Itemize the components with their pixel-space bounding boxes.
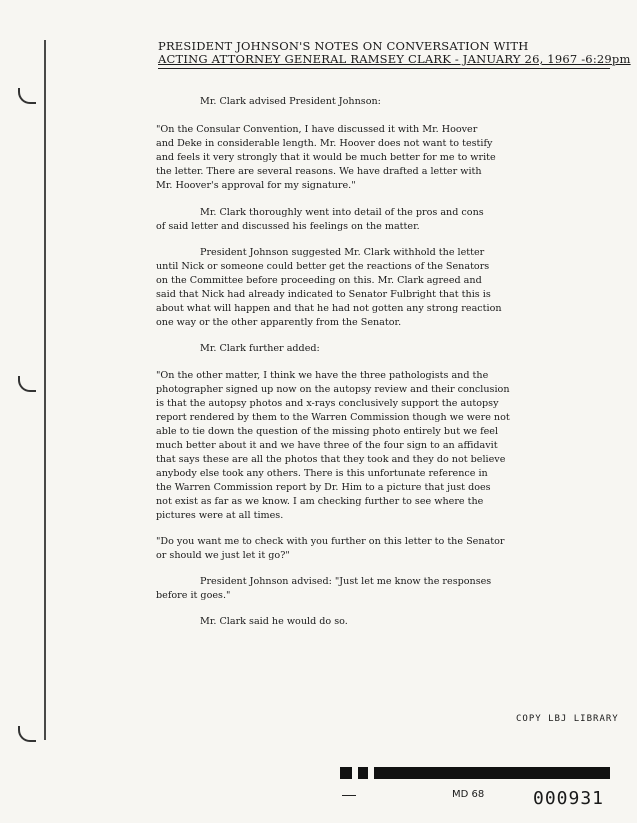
body-line: about what will happen and that he had not gotten any strong reaction <box>156 303 502 314</box>
redaction-bar <box>340 767 610 779</box>
body-line: one way or the other apparently from the Senator. <box>156 317 402 328</box>
body-line: on the Committee before proceeding on this. Mr. Clark agreed and <box>156 275 482 286</box>
body-line: and Deke in considerable length. Mr. Hoover does not want to testify <box>156 138 493 149</box>
body-line: pictures were at all times. <box>156 510 284 521</box>
body-line: able to tie down the question of the missing photo entirely but we feel <box>156 426 499 437</box>
body-line: or should we just let it go?" <box>156 550 290 561</box>
body-line: President Johnson suggested Mr. Clark withhold the letter <box>200 247 485 258</box>
body-line: that says these are all the photos that they took and they do not believe <box>156 454 506 465</box>
body-line: Mr. Clark advised President Johnson: <box>200 96 381 107</box>
body-line: "Do you want me to check with you further on this letter to the Senator <box>156 536 505 547</box>
body-line: the letter. There are several reasons. We have drafted a letter with <box>156 166 482 177</box>
body-line: of said letter and discussed his feelings on the matter. <box>156 221 420 232</box>
library-stamp: COPY LBJ LIBRARY <box>516 714 619 724</box>
body-line: is that the autopsy photos and x-rays conclusively support the autopsy <box>156 398 499 409</box>
punch-hole-mark <box>18 376 36 392</box>
body-line: much better about it and we have three of the four sign to an affidavit <box>156 440 498 451</box>
body-line: and feels it very strongly that it would be much better for me to write <box>156 152 496 163</box>
body-line: President Johnson advised: "Just let me know the responses <box>200 576 492 587</box>
body-line: before it goes." <box>156 590 231 601</box>
title-underline <box>158 68 610 69</box>
body-line: photographer signed up now on the autopsy review and their conclusion <box>156 384 510 395</box>
body-line: Mr. Clark said he would do so. <box>200 616 348 627</box>
body-line: the Warren Commission report by Dr. Him to a picture that just does <box>156 482 491 493</box>
body-line: Mr. Clark further added: <box>200 343 320 354</box>
body-line: not exist as far as we know. I am checking further to see where the <box>156 496 484 507</box>
punch-hole-mark <box>18 88 36 104</box>
footer-dash <box>342 795 356 796</box>
body-line: said that Nick had already indicated to Senator Fulbright that this is <box>156 289 491 300</box>
body-line: anybody else took any others. There is this unfortunate reference in <box>156 468 488 479</box>
body-line: report rendered by them to the Warren Commission though we were not <box>156 412 510 423</box>
body-line: "On the Consular Convention, I have discussed it with Mr. Hoover <box>156 124 478 135</box>
body-line: until Nick or someone could better get the reactions of the Senators <box>156 261 490 272</box>
document-subtitle: ACTING ATTORNEY GENERAL RAMSEY CLARK - JANUARY 26, 1967 -6:29pm <box>158 52 631 66</box>
md-label: MD 68 <box>452 789 485 800</box>
binding-edge-line <box>44 40 46 740</box>
body-line: "On the other matter, I think we have the three pathologists and the <box>156 370 489 381</box>
body-line: Mr. Clark thoroughly went into detail of the pros and cons <box>200 207 484 218</box>
document-title: PRESIDENT JOHNSON'S NOTES ON CONVERSATION WITH <box>158 39 529 53</box>
body-line: Mr. Hoover's approval for my signature." <box>156 180 356 191</box>
page-number: 000931 <box>533 788 605 809</box>
punch-hole-mark <box>18 726 36 742</box>
